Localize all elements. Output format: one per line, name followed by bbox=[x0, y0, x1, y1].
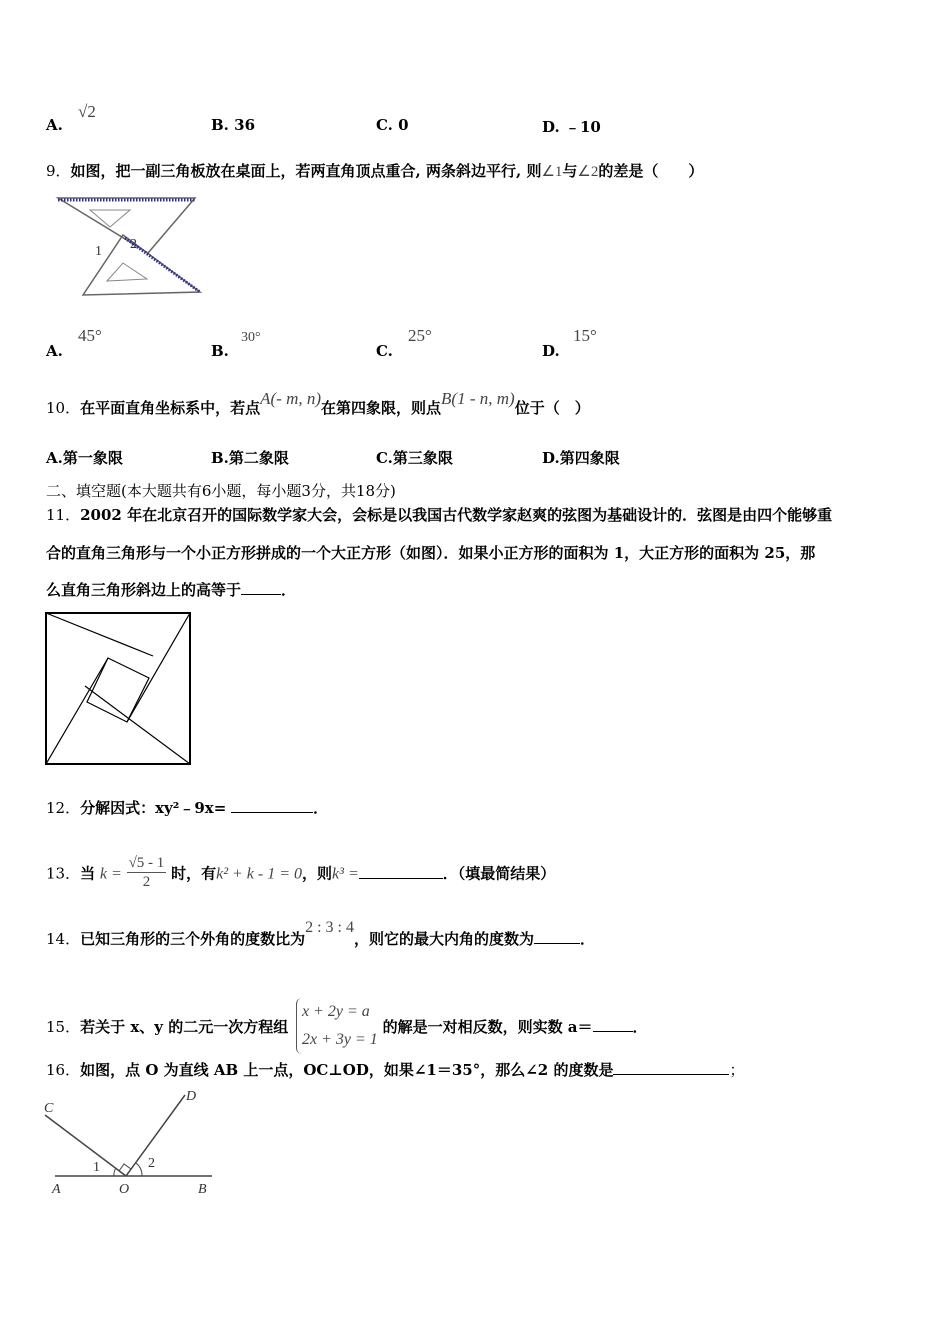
label-a: A bbox=[52, 1182, 61, 1197]
q8-option-a-value: √2 bbox=[78, 102, 96, 121]
q8-option-a-label: A. bbox=[46, 116, 63, 134]
q13-stem: 13．当 k = $\frac{√5 - 1}{2}$ 时，有k² + k - 1 = 0，则k³ = ．（填最简结果） bbox=[46, 855, 556, 890]
q9-option-a-label: A. bbox=[46, 342, 63, 360]
q14-answer-blank[interactable] bbox=[534, 929, 580, 944]
q16-answer-blank[interactable] bbox=[613, 1060, 729, 1075]
q11-line3: 么直角三角形斜边上的高等于 ． bbox=[46, 581, 297, 599]
q9-option-d-value: 15° bbox=[573, 326, 597, 345]
right-angle-mark bbox=[119, 1164, 131, 1176]
q9-triangle-boards-figure bbox=[55, 195, 205, 300]
label-b: B bbox=[198, 1182, 207, 1197]
label-angle-2: 2 bbox=[148, 1156, 155, 1171]
q13-answer-blank[interactable] bbox=[359, 864, 443, 879]
q11-line1: 11．2002 年在北京召开的国际数学家大会，会标是以我国古代数学家赵爽的弦图为基础设计的．弦图是由四个能够重 bbox=[46, 506, 833, 524]
outer-square bbox=[46, 613, 190, 764]
inner-small-square bbox=[87, 658, 149, 722]
label-angle-1: 1 bbox=[93, 1160, 100, 1175]
chord-line-2 bbox=[127, 613, 190, 722]
upper-inner-cutout bbox=[90, 210, 130, 227]
q9-option-b-value: 30° bbox=[241, 330, 261, 345]
q16-stem: 16．如图，点 O 为直线 AB 上一点，OC⊥OD，如果∠1＝35°，那么∠2 的度数是 ； bbox=[46, 1061, 745, 1079]
chord-line-1 bbox=[46, 613, 153, 656]
chord-line-3 bbox=[85, 686, 190, 764]
q10-option-c: C.第三象限 bbox=[376, 449, 453, 467]
label-o: O bbox=[119, 1182, 130, 1197]
upper-triangle-board bbox=[58, 198, 195, 253]
q9-option-d-label: D. bbox=[542, 342, 560, 360]
ray-oc bbox=[45, 1115, 126, 1176]
q9-option-a-value: 45° bbox=[78, 326, 102, 345]
q10-option-b: B.第二象限 bbox=[211, 449, 289, 467]
q11-zhao-shuang-chord-figure bbox=[45, 612, 191, 765]
angle-2-arc bbox=[136, 1163, 142, 1176]
q12-answer-blank[interactable] bbox=[231, 798, 313, 813]
q10-option-a: A.第一象限 bbox=[46, 449, 123, 467]
label-c: C bbox=[44, 1101, 54, 1116]
angle-1-arc bbox=[114, 1168, 116, 1176]
q9-stem: 9．如图，把一副三角板放在桌面上，若两直角顶点重合, 两条斜边平行, 则∠1与∠2的差是（ ） bbox=[46, 162, 704, 180]
q16-angle-figure bbox=[40, 1085, 215, 1200]
q14-stem: 14．已知三角形的三个外角的度数比为2 : 3 : 4，则它的最大内角的度数为 ． bbox=[46, 919, 596, 948]
ray-od bbox=[126, 1095, 185, 1176]
lower-inner-cutout bbox=[107, 263, 147, 281]
q15-equation-system: x + 2y = a 2x + 3y = 1 bbox=[296, 998, 378, 1054]
section2-heading: 二、填空题(本大题共有6小题，每小题3分，共18分) bbox=[46, 482, 396, 500]
q11-line2: 合的直角三角形与一个小正方形拼成的一个大正方形（如图）．如果小正方形的面积为 1，大正方形的面积为 25，那 bbox=[46, 544, 816, 562]
chord-line-4 bbox=[46, 658, 108, 764]
q9-fig-label-2: 2 bbox=[130, 237, 137, 252]
q13-fraction: $\frac{√5 - 1}{2}$ bbox=[128, 855, 165, 890]
q15-answer-blank[interactable] bbox=[593, 1017, 633, 1032]
q9-option-b-label: B. bbox=[211, 342, 229, 360]
q12-stem: 12．分解因式：xy²﹣9x= ． bbox=[46, 799, 329, 817]
q9-option-c-value: 25° bbox=[408, 326, 432, 345]
q15-stem: 15．若关于 x、y 的二元一次方程组 x + 2y = a 2x + 3y = 1 的解是一对相反数，则实数 a＝ ． bbox=[46, 1000, 648, 1056]
q9-option-c-label: C. bbox=[376, 342, 393, 360]
q10-option-d: D.第四象限 bbox=[542, 449, 620, 467]
q8-option-d: D. ﹣10 bbox=[542, 118, 601, 136]
q9-fig-label-1: 1 bbox=[95, 244, 102, 259]
q8-option-b: B. 36 bbox=[211, 116, 256, 134]
q8-option-c: C. 0 bbox=[376, 116, 409, 134]
q11-answer-blank[interactable] bbox=[241, 580, 281, 595]
label-d: D bbox=[186, 1089, 197, 1104]
q10-stem: 10．在平面直角坐标系中，若点A(- m, n)在第四象限，则点B(1 - n, m)位于（ ） bbox=[46, 389, 590, 417]
